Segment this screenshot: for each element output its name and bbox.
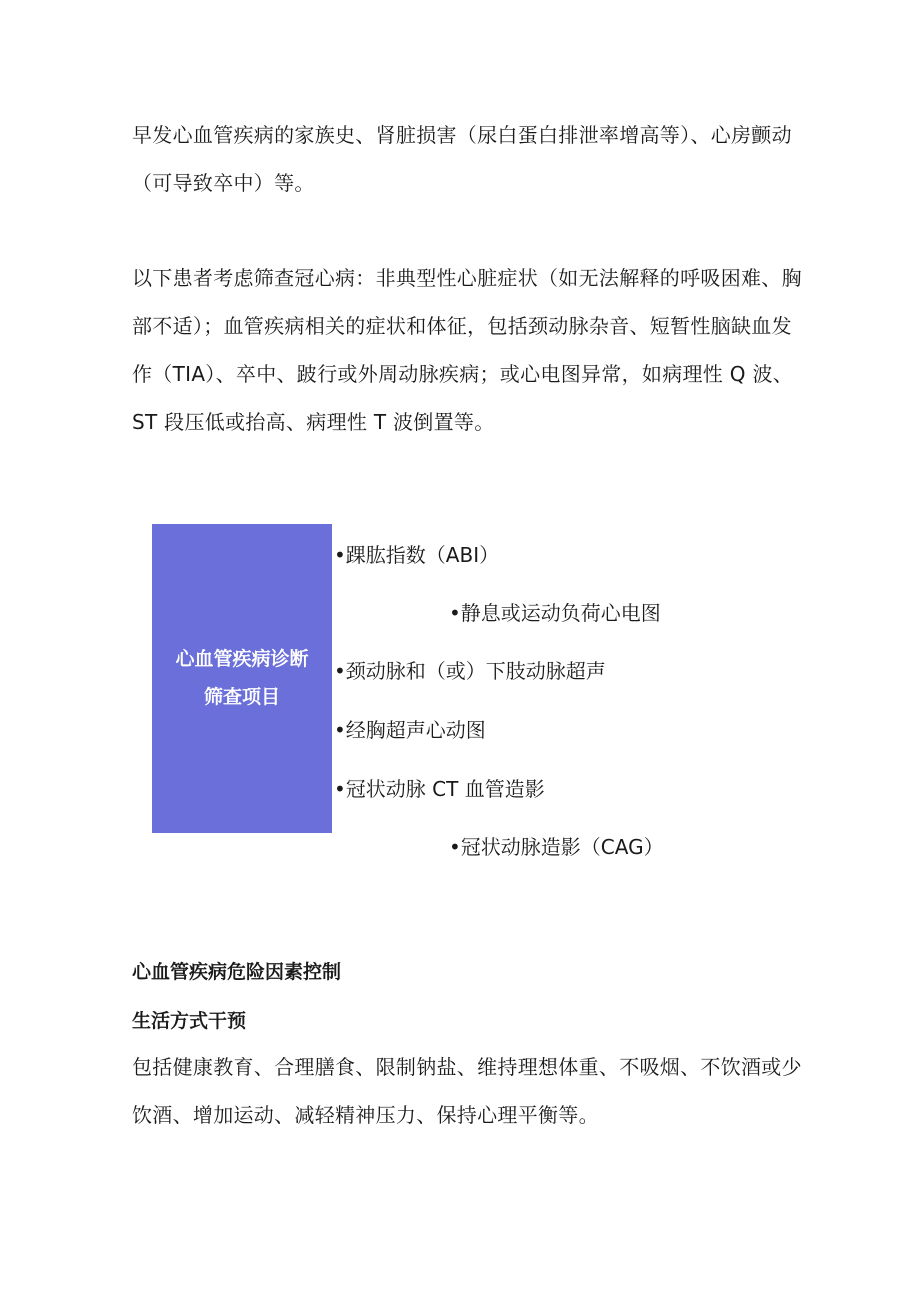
diagram-item-ecg: •静息或运动负荷心电图	[449, 601, 661, 625]
diagram-item-abi: •踝肱指数（ABI）	[334, 543, 500, 567]
diagram-item-ct-angiography: •冠状动脉 CT 血管造影	[334, 777, 545, 801]
heading-risk-control: 心血管疾病危险因素控制	[132, 961, 342, 983]
diagram-item-echocardiography: •经胸超声心动图	[334, 718, 486, 742]
heading-lifestyle: 生活方式干预	[132, 1010, 247, 1032]
diagram-item-ultrasound: •颈动脉和（或）下肢动脉超声	[334, 659, 606, 683]
paragraph-chd-screening: 以下患者考虑筛查冠心病：非典型性心脏症状（如无法解释的呼吸困难、胸部不适）；血管疾病相关的症状和体征，包括颈动脉杂音、短暂性脑缺血发作（TIA）、卒中、跛行或外周动脉疾病；或心电图异常，如病理性 Q 波、ST 段压低或抬高、病理性 T 波倒置等。	[132, 266, 802, 434]
diagram-label-line-2: 筛查项目	[203, 686, 280, 708]
diagram-item-cag: •冠状动脉造影（CAG）	[449, 835, 664, 859]
diagram-label	[152, 640, 332, 716]
paragraph-lifestyle: 包括健康教育、合理膳食、限制钠盐、维持理想体重、不吸烟、不饮酒或少饮酒、增加运动、减轻精神压力、保持心理平衡等。	[132, 1055, 802, 1127]
paragraph-family-history: 早发心血管疾病的家族史、肾脏损害（尿白蛋白排泄率增高等）、心房颤动（可导致卒中）等。	[132, 123, 792, 195]
diagram-label-line-1: 心血管疾病诊断	[175, 648, 309, 670]
